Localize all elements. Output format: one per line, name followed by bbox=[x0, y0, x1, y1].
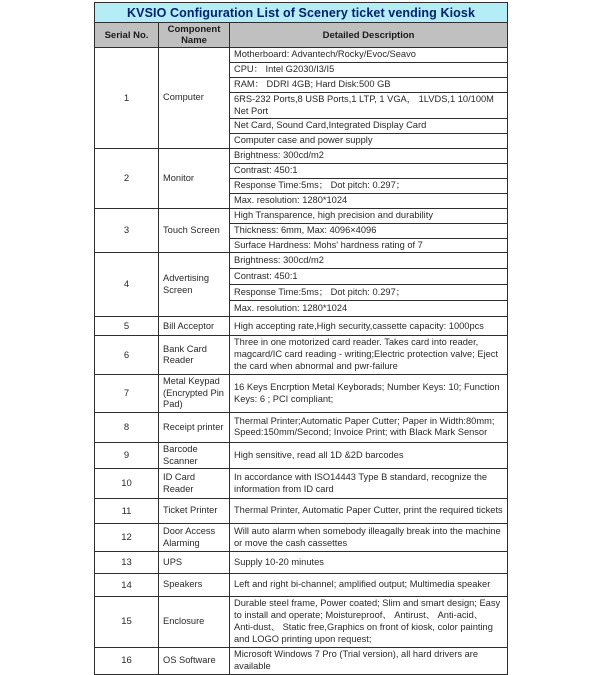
component-cell: Barcode Scanner bbox=[159, 442, 230, 468]
serial-cell: 11 bbox=[95, 499, 159, 524]
table-row bbox=[95, 208, 508, 223]
description-cell: Three in one motorized card reader. Takes card into reader, magcard/IC card reading - writing;Electric protection valve; Eject the card when abnormal and pwr-failure bbox=[230, 336, 508, 375]
table-row bbox=[95, 524, 508, 552]
description-cell: Net Card, Sound Card,Integrated Display Card bbox=[230, 119, 508, 134]
component-cell: Metal Keypad (Encrypted Pin Pad) bbox=[159, 375, 230, 413]
component-cell: Bank Card Reader bbox=[159, 336, 230, 375]
table-row bbox=[95, 647, 508, 674]
component-cell: Speakers bbox=[159, 574, 230, 597]
configuration-table bbox=[94, 2, 508, 675]
description-cell: Surface Hardness: Mohs' hardness rating of 7 bbox=[230, 238, 508, 253]
table-row bbox=[95, 375, 508, 413]
description-cell: Response Time:5ms； Dot pitch: 0.297； bbox=[230, 285, 508, 301]
description-cell: Max. resolution: 1280*1024 bbox=[230, 193, 508, 208]
description-cell: Thermal Printer;Automatic Paper Cutter; Paper in Width:80mm; Speed:150mm/Second; Invoice Print; with Black Mark Sensor bbox=[230, 412, 508, 442]
serial-cell: 13 bbox=[95, 552, 159, 574]
serial-cell: 14 bbox=[95, 574, 159, 597]
table-row bbox=[95, 317, 508, 336]
component-cell: Monitor bbox=[159, 149, 230, 209]
serial-cell: 2 bbox=[95, 149, 159, 209]
table-row bbox=[95, 442, 508, 468]
description-cell: Thickness: 6mm, Max: 4096×4096 bbox=[230, 223, 508, 238]
description-cell: Computer case and power supply bbox=[230, 134, 508, 149]
table-row bbox=[95, 336, 508, 375]
serial-cell: 16 bbox=[95, 647, 159, 674]
description-cell: Will auto alarm when somebody illeagally break into the machine or move the cash cassettes bbox=[230, 524, 508, 552]
component-cell: Receipt printer bbox=[159, 412, 230, 442]
table-row bbox=[95, 48, 508, 63]
component-cell: Bill Acceptor bbox=[159, 317, 230, 336]
page-title: KVSIO Configuration List of Scenery ticket vending Kiosk bbox=[95, 3, 508, 23]
configuration-sheet bbox=[94, 2, 507, 675]
description-cell: Contrast: 450:1 bbox=[230, 164, 508, 179]
component-cell: UPS bbox=[159, 552, 230, 574]
description-cell: Motherboard: Advantech/Rocky/Evoc/Seavo bbox=[230, 48, 508, 63]
table-row bbox=[95, 552, 508, 574]
serial-cell: 9 bbox=[95, 442, 159, 468]
column-header-description: Detailed Description bbox=[230, 23, 508, 48]
component-cell: Ticket Printer bbox=[159, 499, 230, 524]
component-cell: Advertising Screen bbox=[159, 253, 230, 317]
serial-cell: 4 bbox=[95, 253, 159, 317]
component-cell: Enclosure bbox=[159, 597, 230, 648]
serial-cell: 15 bbox=[95, 597, 159, 648]
serial-cell: 5 bbox=[95, 317, 159, 336]
component-cell: OS Software bbox=[159, 647, 230, 674]
description-cell: Left and right bi-channel; amplified output; Multimedia speaker bbox=[230, 574, 508, 597]
serial-cell: 3 bbox=[95, 208, 159, 253]
component-cell: ID Card Reader bbox=[159, 469, 230, 499]
description-cell: Brightness: 300cd/m2 bbox=[230, 253, 508, 269]
table-row bbox=[95, 149, 508, 164]
description-cell: Supply 10-20 minutes bbox=[230, 552, 508, 574]
column-header-serial: Serial No. bbox=[95, 23, 159, 48]
description-cell: RAM： DDRI 4GB; Hard Disk:500 GB bbox=[230, 77, 508, 92]
table-body bbox=[95, 48, 508, 675]
description-cell: Microsoft Windows 7 Pro (Trial version), all hard drivers are available bbox=[230, 647, 508, 674]
description-cell: Durable steel frame, Power coated; Slim and smart design; Easy to install and operate; Moistureproof、 Antirust、 Anti-acid、 Anti-dust、 Static free,Graphics on front of kiosk, color painting and LOGO printing upon request; bbox=[230, 597, 508, 648]
description-cell: Max. resolution: 1280*1024 bbox=[230, 301, 508, 317]
serial-cell: 6 bbox=[95, 336, 159, 375]
table-row bbox=[95, 499, 508, 524]
component-cell: Computer bbox=[159, 48, 230, 149]
serial-cell: 1 bbox=[95, 48, 159, 149]
description-cell: High accepting rate,High security,cassette capacity: 1000pcs bbox=[230, 317, 508, 336]
title-row bbox=[95, 3, 508, 23]
description-cell: In accordance with ISO14443 Type B standard, recognize the information from ID card bbox=[230, 469, 508, 499]
serial-cell: 10 bbox=[95, 469, 159, 499]
description-cell: Contrast: 450:1 bbox=[230, 269, 508, 285]
description-cell: CPU： Intel G2030/I3/I5 bbox=[230, 62, 508, 77]
description-cell: Brightness: 300cd/m2 bbox=[230, 149, 508, 164]
description-cell: High sensitive, read all 1D &2D barcodes bbox=[230, 442, 508, 468]
description-cell: High Transparence, high precision and durability bbox=[230, 208, 508, 223]
description-cell: Response Time:5ms； Dot pitch: 0.297； bbox=[230, 179, 508, 194]
description-cell: Thermal Printer, Automatic Paper Cutter, print the required tickets bbox=[230, 499, 508, 524]
table-row bbox=[95, 253, 508, 269]
table-row bbox=[95, 597, 508, 648]
serial-cell: 8 bbox=[95, 412, 159, 442]
table-row bbox=[95, 412, 508, 442]
table-row bbox=[95, 574, 508, 597]
column-header-row bbox=[95, 23, 508, 48]
description-cell: 6RS-232 Ports,8 USB Ports,1 LTP, 1 VGA， 1LVDS,1 10/100M Net Port bbox=[230, 92, 508, 119]
serial-cell: 12 bbox=[95, 524, 159, 552]
column-header-component: Component Name bbox=[159, 23, 230, 48]
serial-cell: 7 bbox=[95, 375, 159, 413]
component-cell: Touch Screen bbox=[159, 208, 230, 253]
component-cell: Door Access Alarming bbox=[159, 524, 230, 552]
table-row bbox=[95, 469, 508, 499]
description-cell: 16 Keys Encrption Metal Keyborads; Number Keys: 10; Function Keys: 6 ; PCI compliant; bbox=[230, 375, 508, 413]
